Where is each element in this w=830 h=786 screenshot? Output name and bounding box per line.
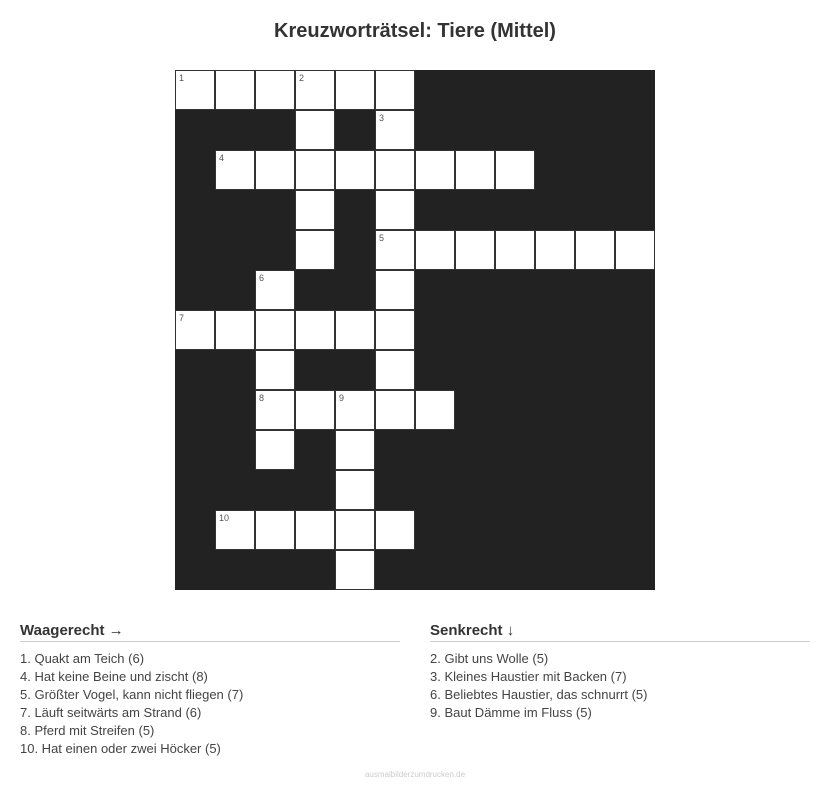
across-clue-item: 10. Hat einen oder zwei Höcker (5) <box>20 741 221 756</box>
grid-cell[interactable] <box>295 310 335 350</box>
grid-cell[interactable] <box>255 150 295 190</box>
grid-cell[interactable] <box>255 270 295 310</box>
cell-number: 9 <box>339 393 345 403</box>
grid-cell[interactable] <box>335 550 375 590</box>
grid-cell[interactable] <box>375 510 415 550</box>
across-clues <box>20 622 400 758</box>
down-clue-item: 2. Gibt uns Wolle (5) <box>430 651 549 666</box>
grid-cell[interactable] <box>335 150 375 190</box>
grid-cell[interactable] <box>215 310 255 350</box>
grid-cell[interactable] <box>335 470 375 510</box>
grid-cell[interactable] <box>615 230 655 270</box>
cell-number: 10 <box>219 513 230 523</box>
grid-cell[interactable] <box>215 70 255 110</box>
grid-cell[interactable] <box>175 310 215 350</box>
across-clue-item: 4. Hat keine Beine und zischt (8) <box>20 669 208 684</box>
grid-cell[interactable] <box>375 110 415 150</box>
across-clue-item: 1. Quakt am Teich (6) <box>20 651 145 666</box>
grid-cell[interactable] <box>255 430 295 470</box>
grid-cell[interactable] <box>295 110 335 150</box>
grid-cell[interactable] <box>495 150 535 190</box>
grid-cell[interactable] <box>215 150 255 190</box>
grid-cell[interactable] <box>335 310 375 350</box>
down-clue-item: 6. Beliebtes Haustier, das schnurrt (5) <box>430 687 648 702</box>
grid-cell[interactable] <box>295 150 335 190</box>
grid-cell[interactable] <box>375 350 415 390</box>
crossword-grid <box>175 70 655 590</box>
page-title: Kreuzworträtsel: Tiere (Mittel) <box>274 20 556 42</box>
grid-cell[interactable] <box>295 390 335 430</box>
grid-cell[interactable] <box>455 230 495 270</box>
down-clue-item: 9. Baut Dämme im Fluss (5) <box>430 705 592 720</box>
cell-number: 5 <box>379 233 385 243</box>
grid-cell[interactable] <box>335 70 375 110</box>
grid-cell[interactable] <box>295 70 335 110</box>
grid-cell[interactable] <box>375 270 415 310</box>
across-heading: Waagerecht → <box>20 622 400 642</box>
cell-number: 8 <box>259 393 265 403</box>
down-heading: Senkrecht ↓ <box>430 622 810 642</box>
down-clues <box>430 622 810 722</box>
grid-cell[interactable] <box>455 150 495 190</box>
across-clue-item: 7. Läuft seitwärts am Strand (6) <box>20 705 202 720</box>
grid-cell[interactable] <box>375 70 415 110</box>
grid-cell[interactable] <box>215 510 255 550</box>
grid-cell[interactable] <box>375 310 415 350</box>
grid-cell[interactable] <box>375 230 415 270</box>
cell-number: 6 <box>259 273 265 283</box>
cell-number: 1 <box>179 73 185 83</box>
grid-cell[interactable] <box>375 150 415 190</box>
cell-number: 4 <box>219 153 225 163</box>
grid-cell[interactable] <box>175 70 215 110</box>
cell-number: 3 <box>379 113 385 123</box>
grid-cell[interactable] <box>495 230 535 270</box>
grid-cell[interactable] <box>415 230 455 270</box>
grid-cell[interactable] <box>375 390 415 430</box>
grid-cell[interactable] <box>415 390 455 430</box>
grid-cell[interactable] <box>255 310 295 350</box>
grid-cell[interactable] <box>335 390 375 430</box>
cell-number: 2 <box>299 73 305 83</box>
grid-cell[interactable] <box>335 510 375 550</box>
across-clue-item: 8. Pferd mit Streifen (5) <box>20 723 155 738</box>
grid-cell[interactable] <box>295 510 335 550</box>
grid-cell[interactable] <box>255 390 295 430</box>
grid-cell[interactable] <box>295 190 335 230</box>
across-clue-item: 5. Größter Vogel, kann nicht fliegen (7) <box>20 687 244 702</box>
grid-cell[interactable] <box>575 230 615 270</box>
grid-cell[interactable] <box>255 510 295 550</box>
grid-cell[interactable] <box>375 190 415 230</box>
down-clue-item: 3. Kleines Haustier mit Backen (7) <box>430 669 627 684</box>
grid-cell[interactable] <box>255 70 295 110</box>
grid-cell[interactable] <box>535 230 575 270</box>
footer-watermark: ausmalbilderzumdrucken.de <box>364 770 466 779</box>
grid-cell[interactable] <box>335 430 375 470</box>
grid-cell[interactable] <box>415 150 455 190</box>
grid-cell[interactable] <box>255 350 295 390</box>
grid-cell[interactable] <box>295 230 335 270</box>
cell-number: 7 <box>179 313 185 323</box>
